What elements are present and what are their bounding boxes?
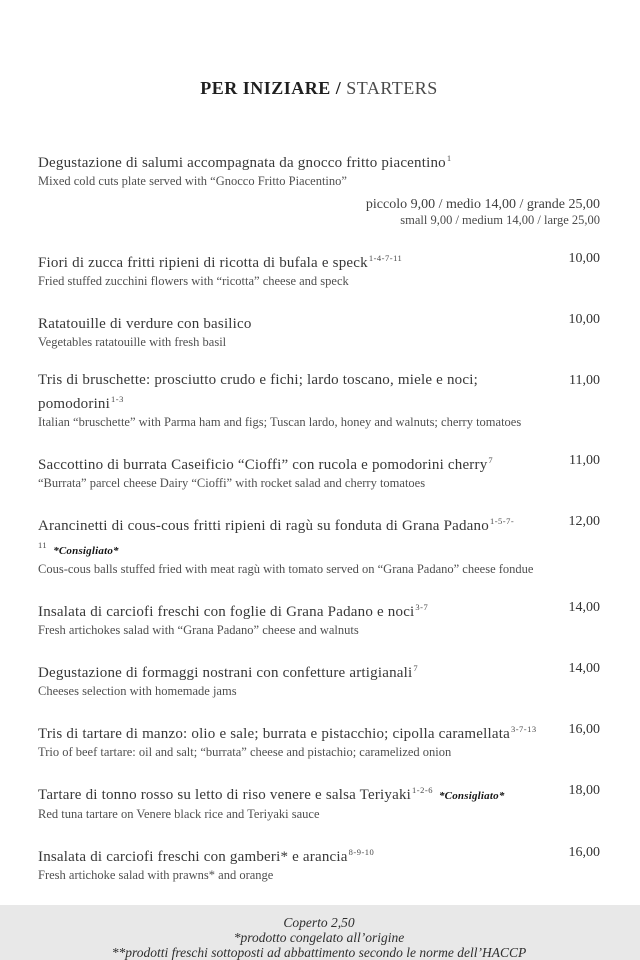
menu-item	[38, 249, 600, 289]
menu-item	[38, 310, 600, 350]
item-price: 11,00	[569, 453, 600, 468]
item-name: Tris di tartare di manzo: olio e sale; burrata e pistacchio; cipolla caramellata	[38, 726, 510, 742]
menu-item	[38, 720, 600, 760]
item-name: Fiori di zucca fritti ripieni di ricotta di bufala e speck	[38, 255, 368, 271]
menu-item	[38, 843, 600, 883]
item-price: 18,00	[568, 783, 600, 798]
cover-charge: Coperto 2,50	[283, 915, 355, 930]
item-price: 10,00	[568, 312, 600, 327]
item-name: Ratatouille di verdure con basilico	[38, 316, 252, 332]
allergen-superscript: 3-7	[415, 602, 429, 612]
item-description: Fresh artichoke salad with prawns* and orange	[38, 868, 274, 882]
allergen-superscript: 8-9-10	[348, 847, 375, 857]
allergen-superscript: 1-5-7-11	[38, 516, 515, 550]
allergen-superscript: 7	[413, 663, 419, 673]
consigliato-badge: *Consigliato*	[438, 790, 505, 802]
haccp-note: **prodotti freschi sottoposti ad abbattimento secondo le norme dell’HACCP	[111, 945, 527, 960]
menu-item	[38, 149, 600, 189]
item-name: Tris di bruschette: prosciutto crudo e fichi; lardo toscano, miele e noci; pomodorini	[38, 372, 478, 412]
consigliato-badge: *Consigliato*	[53, 545, 119, 557]
item-name: Insalata di carciofi freschi con gamberi* e arancia	[38, 849, 348, 865]
item-description: Cheeses selection with homemade jams	[38, 684, 237, 698]
menu-item	[38, 451, 600, 491]
allergen-superscript: 1-2-6	[412, 785, 433, 795]
allergen-superscript: 1-3	[111, 394, 124, 404]
item-name: Degustazione di formaggi nostrani con confetture artigianali	[38, 665, 413, 681]
item-price: 10,00	[568, 251, 600, 266]
item-description: Italian “bruschette” with Parma ham and figs; Tuscan lardo, honey and walnuts; cherry tomatoes	[38, 415, 522, 429]
item-price: 12,00	[568, 514, 600, 529]
size-prices-english: small 9,00 / medium 14,00 / large 25,00	[400, 213, 600, 227]
menu-item	[38, 659, 600, 699]
item-name: Tartare di tonno rosso su letto di riso venere e salsa Teriyaki	[38, 787, 412, 803]
menu-item	[38, 598, 600, 638]
item-description: Cous-cous balls stuffed fried with meat ragù with tomato served on “Grana Padano” cheese fondue	[38, 562, 534, 576]
menu-footer	[38, 915, 600, 960]
item-name: Degustazione di salumi accompagnata da gnocco fritto piacentino	[38, 155, 446, 171]
item-price: 14,00	[568, 661, 600, 676]
item-description: Fresh artichokes salad with “Grana Padano” cheese and walnuts	[38, 623, 359, 637]
item-name: Arancinetti di cous-cous fritti ripieni di ragù su fonduta di Grana Padano	[38, 518, 489, 534]
size-prices	[38, 197, 600, 228]
item-description: Vegetables ratatouille with fresh basil	[38, 335, 227, 349]
item-name: Insalata di carciofi freschi con foglie di Grana Padano e noci	[38, 604, 415, 620]
allergen-superscript: 3-7-13	[510, 724, 537, 734]
allergen-superscript: 1	[446, 153, 452, 163]
item-description: Red tuna tartare on Venere black rice and Teriyaki sauce	[38, 807, 320, 821]
allergen-superscript: 1-4-7-11	[368, 253, 403, 263]
page-title-italian: PER INIZIARE /	[200, 78, 347, 98]
item-price: 16,00	[568, 722, 600, 737]
menu-item	[38, 512, 600, 577]
page-title-english: STARTERS	[346, 78, 438, 98]
item-description: Mixed cold cuts plate served with “Gnocco Fritto Piacentino”	[38, 174, 347, 188]
allergen-superscript: 7	[488, 455, 494, 465]
item-name: Saccottino di burrata Caseificio “Cioffi” con rucola e pomodorini cherry	[38, 457, 488, 473]
item-description: Trio of beef tartare: oil and salt; “burrata” cheese and pistachio; caramelized onion	[38, 745, 452, 759]
page-title	[38, 78, 600, 99]
item-description: Fried stuffed zucchini flowers with “ricotta” cheese and speck	[38, 274, 349, 288]
menu-item	[38, 371, 600, 430]
item-price: 16,00	[568, 845, 600, 860]
frozen-product-note: *prodotto congelato all’origine	[233, 930, 405, 945]
size-prices-italian: piccolo 9,00 / medio 14,00 / grande 25,00	[365, 197, 600, 212]
item-description: “Burrata” parcel cheese Dairy “Cioffi” with rocket salad and cherry tomatoes	[38, 476, 426, 490]
menu-item	[38, 781, 600, 822]
item-price	[558, 149, 600, 151]
item-price: 11,00	[569, 373, 600, 388]
item-price: 14,00	[568, 600, 600, 615]
